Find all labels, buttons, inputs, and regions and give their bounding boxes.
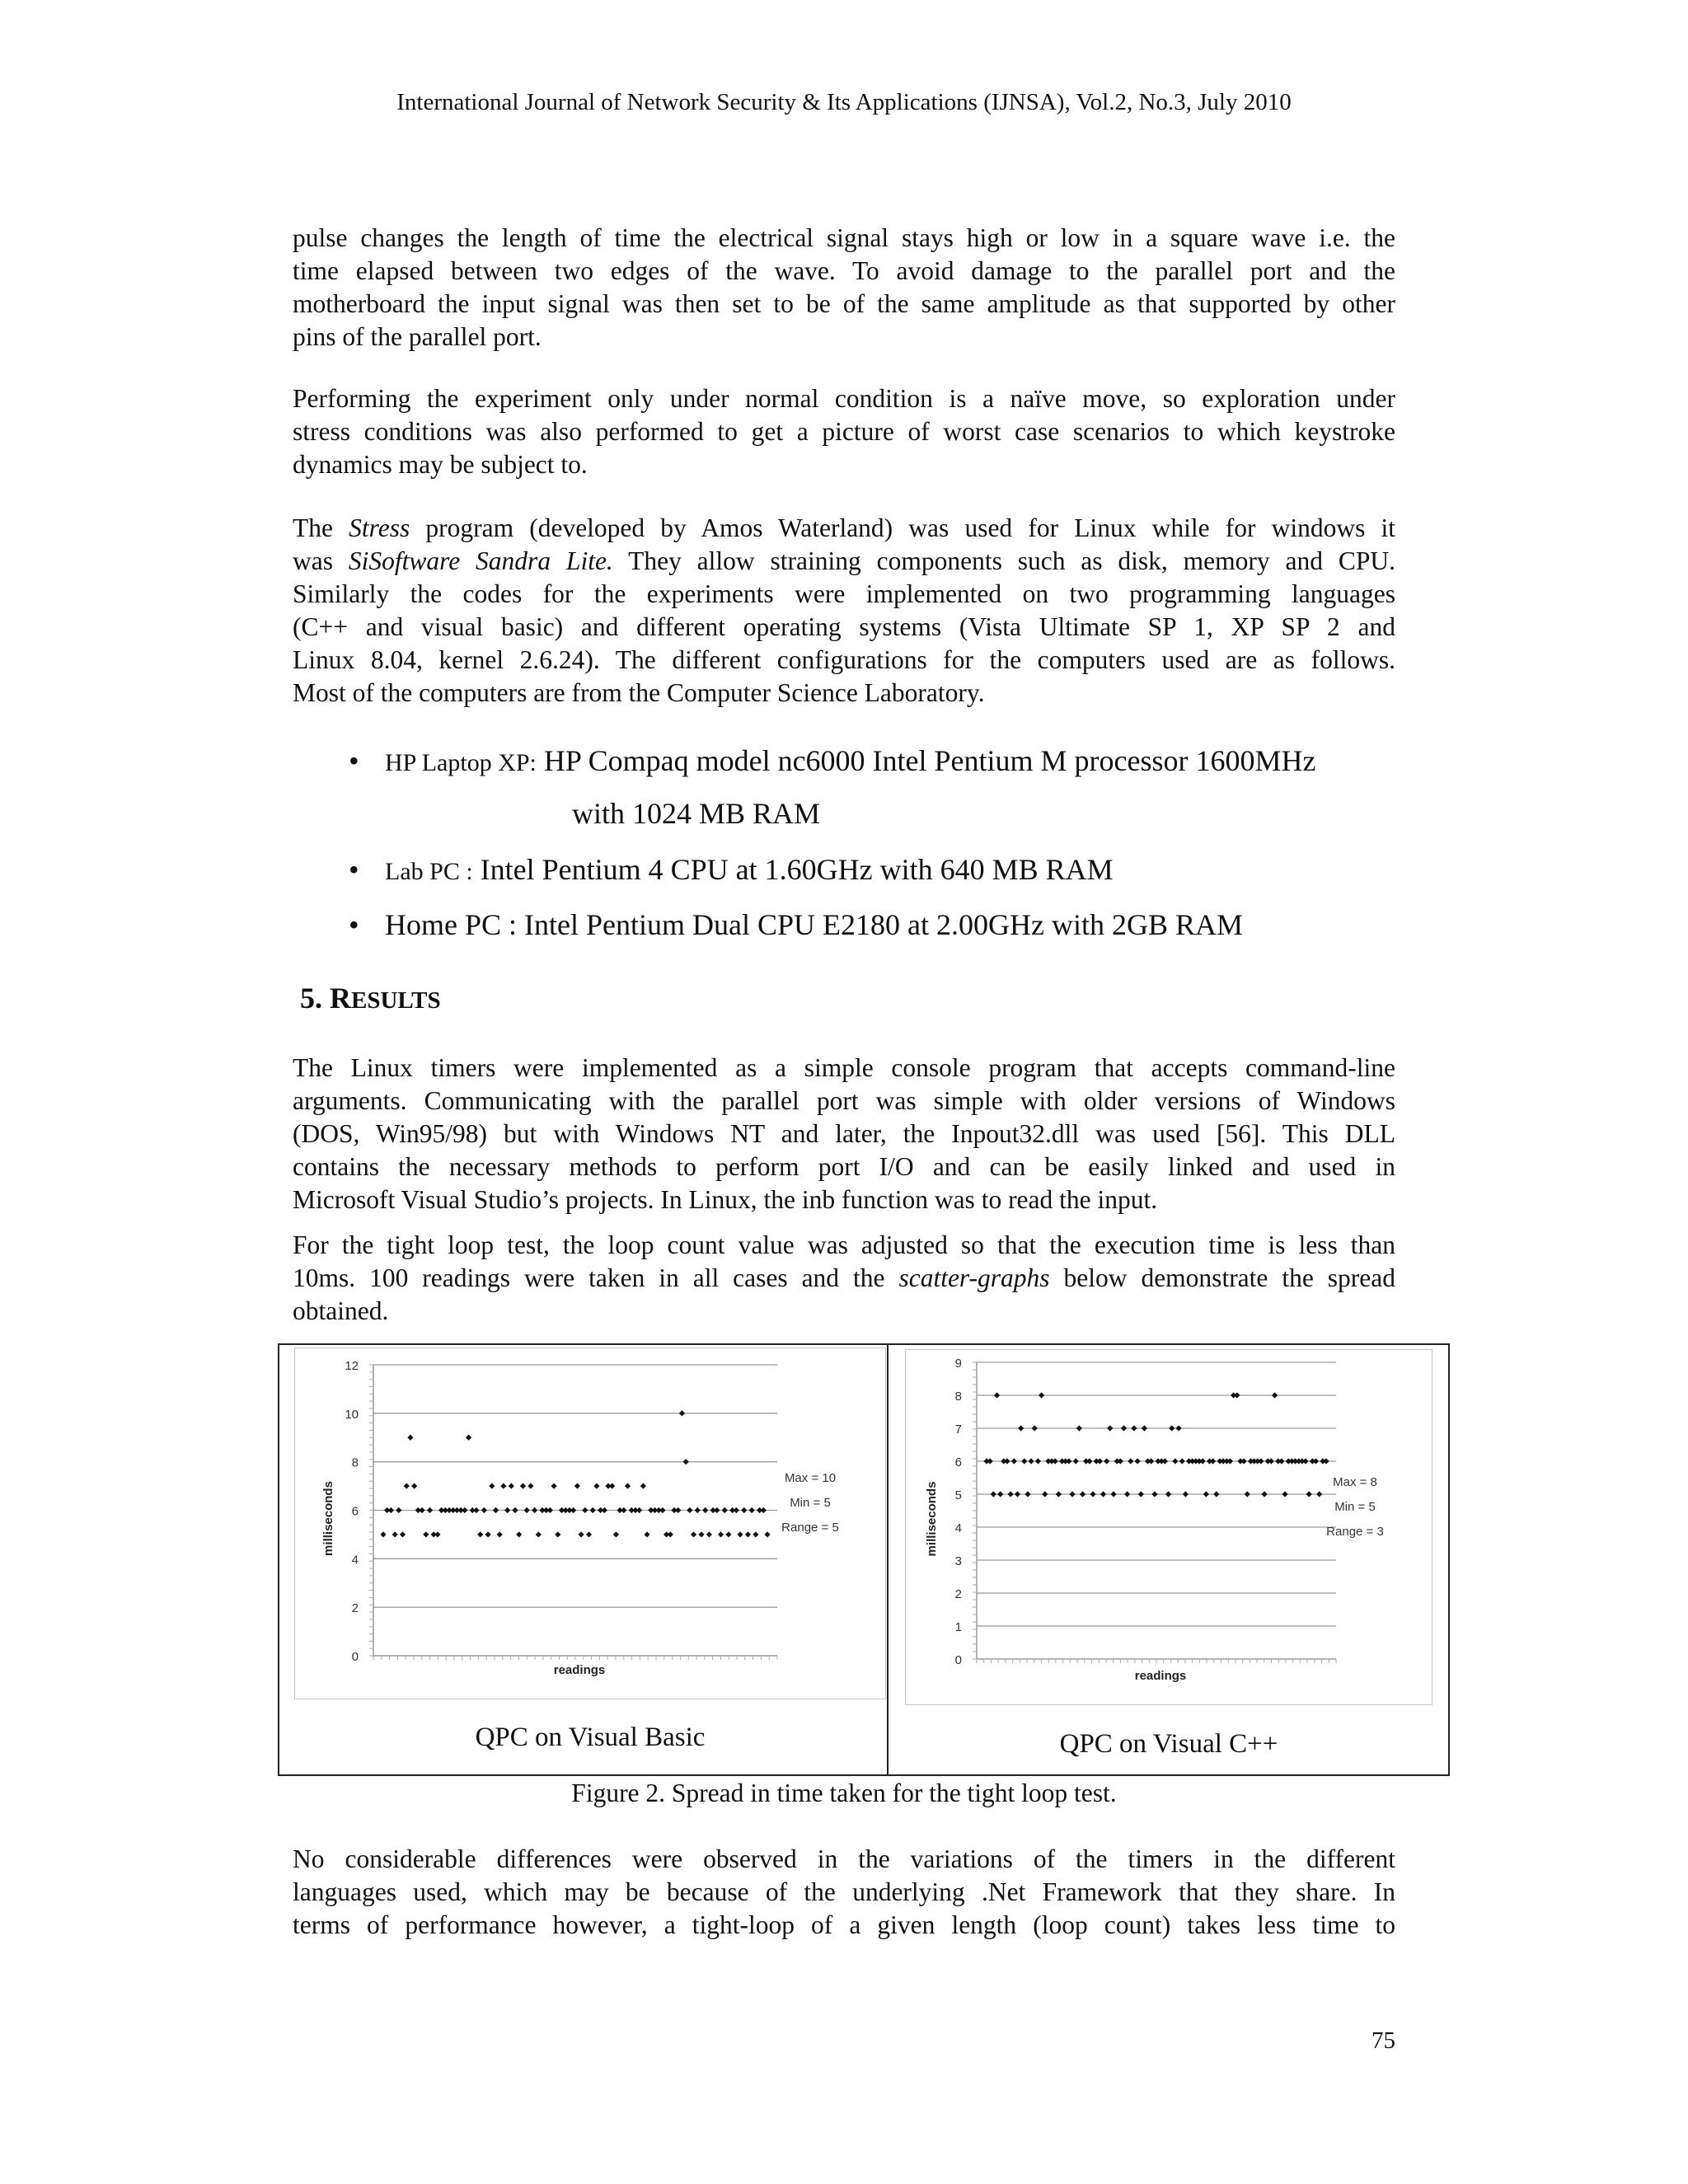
stat-annotation: Range = 3 — [1326, 1525, 1384, 1539]
data-point — [734, 1507, 739, 1513]
data-point — [1272, 1392, 1278, 1398]
list-item-continuation: with 1024 MB RAM — [572, 797, 821, 830]
list-item: • Home PC : Intel Pentium Dual CPU E2180 at 2.00GHz with 2GB RAM — [349, 908, 1243, 941]
data-point — [1076, 1425, 1082, 1431]
stat-annotation: Max = 8 — [1333, 1475, 1377, 1489]
data-point — [1261, 1491, 1267, 1497]
stat-annotation: Range = 5 — [781, 1521, 839, 1535]
data-point — [1203, 1491, 1209, 1497]
data-point — [609, 1483, 615, 1488]
data-point — [574, 1483, 580, 1488]
data-point — [1278, 1458, 1284, 1464]
text-line: For the tight loop test, the loop count value was adjusted so that the execution time is less than — [293, 1230, 1395, 1259]
data-point — [745, 1531, 751, 1537]
data-point — [551, 1483, 557, 1488]
list-item: • HP Laptop XP: HP Compaq model nc6000 Intel Pentium M processor 1600MHz — [349, 744, 1316, 777]
data-point — [991, 1491, 996, 1497]
text-line: time elapsed between two edges of the wave. To avoid damage to the parallel port and the — [293, 256, 1395, 285]
data-point — [524, 1507, 530, 1513]
data-point — [1104, 1458, 1109, 1464]
stat-annotation: Min = 5 — [790, 1496, 831, 1510]
data-point — [1086, 1458, 1092, 1464]
data-point — [427, 1507, 433, 1513]
text-line: The Linux timers were implemented as a simple console program that accepts command-line — [293, 1053, 1395, 1082]
data-point — [1032, 1425, 1038, 1431]
x-axis-label: readings — [1134, 1669, 1187, 1683]
data-point — [504, 1507, 510, 1513]
text-line: contains the necessary methods to perform port I/O and can be easily linked and used in — [293, 1152, 1395, 1181]
data-point — [1306, 1491, 1312, 1497]
paragraph-1 — [293, 222, 1395, 354]
data-point — [659, 1507, 665, 1513]
software-name: SiSoftware Sandra Lite. — [348, 546, 613, 575]
bullet-icon: • — [349, 744, 359, 777]
y-tick-label: 8 — [351, 1455, 359, 1470]
data-point — [407, 1435, 413, 1441]
data-point — [392, 1531, 398, 1537]
data-point — [400, 1531, 406, 1537]
chart-box-visual-basic — [294, 1347, 886, 1699]
text-line: No considerable differences were observed in the variations of the timers in the different — [293, 1844, 1395, 1873]
data-point — [1011, 1458, 1017, 1464]
data-point — [485, 1531, 490, 1537]
text-line: The Stress program (developed by Amos Waterland) was used for Linux while for windows it — [293, 513, 1395, 542]
y-tick-label: 5 — [954, 1488, 962, 1502]
text-line: languages used, which may be because of the underlying .Net Framework that they share. In — [293, 1877, 1395, 1906]
text-line: (C++ and visual basic) and different operating systems (Vista Ultimate SP 1, XP SP 2 and — [293, 612, 1395, 641]
data-point — [512, 1507, 518, 1513]
data-point — [741, 1507, 747, 1513]
y-tick-label: 10 — [345, 1407, 359, 1422]
paragraph-6 — [293, 1843, 1395, 1942]
data-point — [1128, 1458, 1133, 1464]
data-point — [1029, 1458, 1034, 1464]
data-point — [1110, 1491, 1116, 1497]
data-point — [462, 1507, 467, 1513]
y-tick-label: 2 — [954, 1587, 962, 1601]
emphasis: scatter-graphs — [898, 1263, 1050, 1292]
data-point — [380, 1531, 386, 1537]
data-point — [706, 1531, 712, 1537]
data-point — [749, 1507, 755, 1513]
data-point — [1258, 1458, 1264, 1464]
paragraph-2 — [293, 382, 1395, 481]
data-point — [509, 1483, 514, 1488]
y-tick-label: 6 — [351, 1504, 359, 1519]
paragraph-4 — [293, 1052, 1395, 1216]
text-line: Similarly the codes for the experiments were implemented on two programming languages — [293, 579, 1395, 608]
data-point — [625, 1483, 631, 1488]
section-heading: 5. RESULTS — [300, 982, 441, 1015]
y-tick-label: 0 — [954, 1653, 962, 1667]
data-point — [555, 1531, 560, 1537]
data-point — [1100, 1491, 1106, 1497]
data-point — [613, 1531, 619, 1537]
data-point — [528, 1483, 533, 1488]
data-point — [1118, 1458, 1123, 1464]
data-point — [547, 1507, 553, 1513]
y-tick-label: 3 — [954, 1554, 962, 1568]
data-point — [1042, 1491, 1048, 1497]
data-point — [602, 1507, 607, 1513]
y-tick-label: 12 — [345, 1359, 359, 1373]
data-point — [1172, 1458, 1178, 1464]
data-point — [725, 1531, 731, 1537]
data-point — [994, 1392, 1000, 1398]
data-point — [582, 1507, 588, 1513]
text-line: stress conditions was also performed to get a picture of worst case scenarios to which keystroke — [293, 417, 1395, 446]
data-point — [500, 1483, 506, 1488]
data-point — [1213, 1491, 1219, 1497]
data-point — [1302, 1458, 1308, 1464]
data-point — [481, 1507, 487, 1513]
y-tick-label: 6 — [954, 1455, 962, 1469]
data-point — [489, 1483, 495, 1488]
data-point — [679, 1410, 685, 1416]
data-point — [423, 1531, 429, 1537]
data-point — [1148, 1458, 1154, 1464]
text-line: arguments. Communicating with the parallel port was simple with older versions of Windows — [293, 1086, 1395, 1115]
data-point — [1124, 1491, 1130, 1497]
data-point — [1179, 1458, 1185, 1464]
data-point — [1018, 1425, 1024, 1431]
data-point — [1234, 1392, 1240, 1398]
data-point — [683, 1459, 689, 1465]
journal-header: International Journal of Network Security & Its Applications (IJNSA), Vol.2, No.3, July 2010 — [396, 89, 1292, 115]
data-point — [644, 1531, 649, 1537]
software-name: Stress — [349, 513, 410, 542]
stat-annotation: Max = 10 — [784, 1471, 837, 1485]
data-point — [473, 1507, 479, 1513]
data-point — [590, 1507, 596, 1513]
data-point — [687, 1507, 692, 1513]
list-item: • Lab PC : Intel Pentium 4 CPU at 1.60GHz with 640 MB RAM — [349, 853, 1114, 886]
chart-caption-visual-cpp: QPC on Visual C++ — [1059, 1729, 1278, 1759]
data-point — [698, 1531, 704, 1537]
text-line: pulse changes the length of time the electrical signal stays high or low in a square wave i.e. the — [293, 223, 1395, 252]
data-point — [466, 1435, 471, 1441]
data-point — [1151, 1491, 1157, 1497]
data-point — [497, 1531, 503, 1537]
text-line: (DOS, Win95/98) but with Windows NT and later, the Inpout32.dll was used [56]. This DLL — [293, 1119, 1395, 1148]
scatter-chart-visual-basic — [295, 1348, 884, 1698]
data-point — [404, 1483, 410, 1488]
data-point — [1015, 1491, 1020, 1497]
text-line: terms of performance however, a tight-loop of a given length (loop count) takes less time to — [293, 1910, 1395, 1939]
data-point — [640, 1483, 646, 1488]
y-tick-label: 4 — [351, 1553, 359, 1568]
text-line: was SiSoftware Sandra Lite. They allow straining components such as disk, memory and CPU. — [293, 546, 1395, 575]
data-point — [1165, 1491, 1171, 1497]
data-point — [621, 1507, 626, 1513]
text-line: motherboard the input signal was then set to be of the same amplitude as that supported by other — [293, 289, 1395, 318]
page-number: 75 — [1372, 2027, 1395, 2054]
data-point — [396, 1507, 401, 1513]
data-point — [714, 1507, 720, 1513]
text-line: 10ms. 100 readings were taken in all cases and the scatter-graphs below demonstrate the spread — [293, 1263, 1395, 1292]
data-point — [695, 1507, 701, 1513]
data-point — [1056, 1491, 1062, 1497]
data-point — [520, 1483, 526, 1488]
data-point — [1241, 1458, 1247, 1464]
data-point — [411, 1483, 417, 1488]
data-point — [593, 1483, 599, 1488]
text-line: pins of the parallel port. — [293, 322, 542, 351]
data-point — [691, 1531, 696, 1537]
data-point — [675, 1507, 681, 1513]
data-point — [493, 1507, 499, 1513]
data-point — [1175, 1425, 1181, 1431]
data-point — [1138, 1491, 1144, 1497]
text-line: dynamics may be subject to. — [293, 450, 588, 479]
text-line: Most of the computers are from the Computer Science Laboratory. — [293, 678, 985, 707]
chart-box-visual-cpp — [905, 1349, 1432, 1705]
data-point — [1097, 1458, 1103, 1464]
data-point — [419, 1507, 424, 1513]
data-point — [1008, 1491, 1014, 1497]
data-point — [536, 1531, 542, 1537]
data-point — [516, 1531, 522, 1537]
data-point — [1313, 1458, 1319, 1464]
y-tick-label: 8 — [954, 1390, 962, 1404]
data-point — [1316, 1491, 1322, 1497]
data-point — [1053, 1458, 1058, 1464]
data-point — [388, 1507, 394, 1513]
data-point — [434, 1531, 440, 1537]
bullet-icon: • — [349, 908, 359, 941]
data-point — [1073, 1458, 1079, 1464]
data-point — [1021, 1458, 1027, 1464]
x-axis-label: readings — [553, 1663, 606, 1677]
text-line: Microsoft Visual Studio’s projects. In Linux, the inb function was to read the input. — [293, 1185, 1158, 1214]
data-point — [1268, 1458, 1274, 1464]
data-point — [1135, 1458, 1141, 1464]
data-point — [578, 1531, 584, 1537]
text-line: obtained. — [293, 1296, 389, 1325]
data-point — [1210, 1458, 1216, 1464]
bullet-icon: • — [349, 853, 359, 886]
data-point — [668, 1531, 673, 1537]
data-point — [997, 1491, 1003, 1497]
data-point — [1035, 1458, 1041, 1464]
data-point — [532, 1507, 537, 1513]
data-point — [1107, 1425, 1113, 1431]
paragraph-3 — [293, 512, 1395, 710]
data-point — [1004, 1458, 1010, 1464]
data-point — [737, 1531, 743, 1537]
y-axis-label: milliseconds — [925, 1481, 939, 1557]
data-point — [987, 1458, 993, 1464]
data-point — [1200, 1458, 1206, 1464]
y-tick-label: 9 — [954, 1357, 962, 1371]
data-point — [586, 1531, 592, 1537]
data-point — [1162, 1458, 1168, 1464]
data-point — [1227, 1458, 1233, 1464]
data-point — [1169, 1425, 1175, 1431]
data-point — [722, 1507, 728, 1513]
data-point — [1121, 1425, 1127, 1431]
data-point — [1245, 1491, 1250, 1497]
paragraph-5 — [293, 1229, 1395, 1328]
data-point — [761, 1507, 767, 1513]
data-point — [702, 1507, 708, 1513]
data-point — [1131, 1425, 1137, 1431]
data-point — [1080, 1491, 1085, 1497]
figure-divider — [887, 1343, 889, 1776]
data-point — [1323, 1458, 1329, 1464]
y-tick-label: 0 — [351, 1650, 359, 1664]
chart-caption-visual-basic: QPC on Visual Basic — [475, 1722, 706, 1752]
data-point — [1066, 1458, 1071, 1464]
stat-annotation: Min = 5 — [1334, 1500, 1376, 1514]
data-point — [1069, 1491, 1075, 1497]
y-tick-label: 2 — [351, 1601, 359, 1616]
data-point — [477, 1531, 483, 1537]
figure-caption: Figure 2. Spread in time taken for the tight loop test. — [571, 1779, 1117, 1807]
data-point — [636, 1507, 642, 1513]
data-point — [1183, 1491, 1189, 1497]
y-axis-label: milliseconds — [321, 1481, 335, 1556]
data-point — [1025, 1491, 1030, 1497]
data-point — [764, 1531, 770, 1537]
scatter-chart-visual-cpp — [906, 1350, 1431, 1704]
data-point — [1039, 1392, 1044, 1398]
data-point — [1142, 1425, 1147, 1431]
y-tick-label: 1 — [954, 1620, 962, 1634]
text-line: Linux 8.04, kernel 2.6.24). The different configurations for the computers used are as follows. — [293, 645, 1395, 674]
y-tick-label: 4 — [954, 1521, 962, 1535]
data-point — [1090, 1491, 1095, 1497]
y-tick-label: 7 — [954, 1422, 962, 1436]
data-point — [718, 1531, 724, 1537]
data-point — [1282, 1491, 1287, 1497]
data-point — [570, 1507, 576, 1513]
data-point — [753, 1531, 758, 1537]
text-line: Performing the experiment only under normal condition is a naïve move, so exploration under — [293, 384, 1395, 413]
